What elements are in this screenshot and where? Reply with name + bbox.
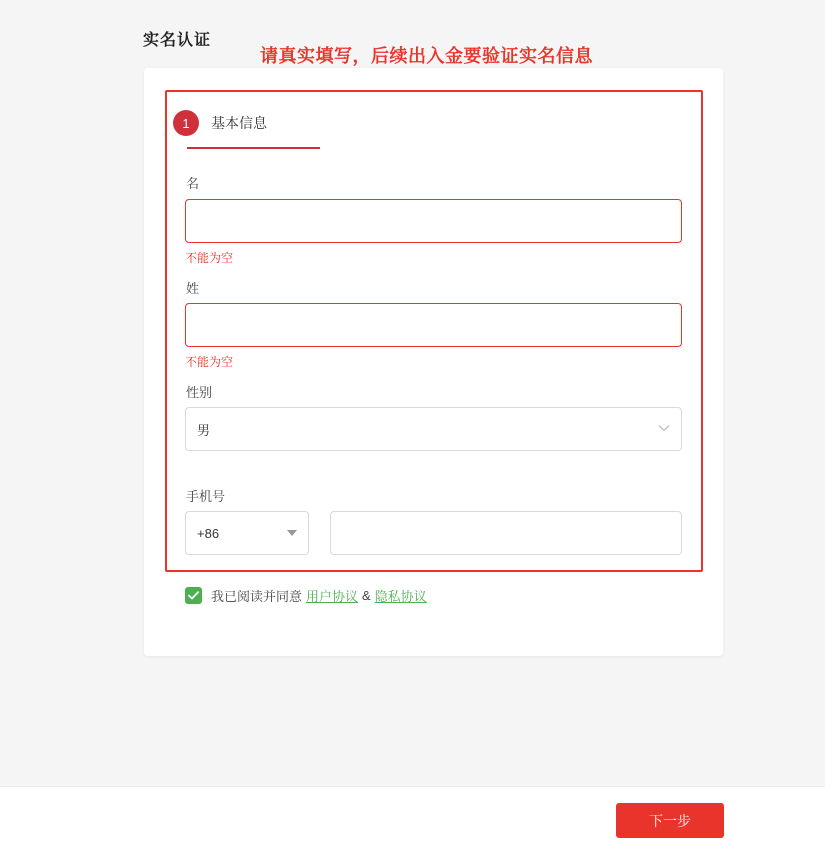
agreement-separator: &	[362, 588, 371, 603]
agreement-row	[185, 586, 427, 605]
first-name-input[interactable]	[185, 199, 682, 243]
annotation-banner: 请真实填写，后续出入金要验证实名信息	[260, 46, 593, 66]
phone-number-input[interactable]	[330, 511, 682, 555]
user-agreement-link[interactable]: 用户协议	[306, 589, 359, 604]
last-name-error: 不能为空	[185, 355, 234, 369]
agreement-text: 我已阅读并同意	[211, 589, 303, 604]
section-header	[173, 110, 267, 136]
last-name-input[interactable]	[185, 303, 682, 347]
step-badge: 1	[173, 110, 199, 136]
next-button[interactable]: 下一步	[616, 803, 724, 838]
last-name-label: 姓	[186, 281, 200, 296]
gender-select[interactable]	[185, 407, 682, 451]
gender-selected-value: 男	[197, 422, 211, 438]
section-underline	[187, 147, 320, 149]
caret-down-icon	[287, 530, 297, 536]
agreement-checkbox[interactable]	[185, 587, 202, 604]
first-name-label: 名	[186, 176, 200, 191]
first-name-error: 不能为空	[185, 251, 234, 265]
phone-label: 手机号	[186, 489, 226, 504]
country-code-value: +86	[197, 525, 220, 541]
gender-label: 性别	[186, 385, 213, 400]
page-title: 实名认证	[143, 32, 212, 49]
chevron-down-icon	[658, 424, 670, 435]
section-title: 基本信息	[211, 115, 267, 131]
privacy-agreement-link[interactable]: 隐私协议	[374, 589, 427, 604]
country-code-select[interactable]	[185, 511, 309, 555]
